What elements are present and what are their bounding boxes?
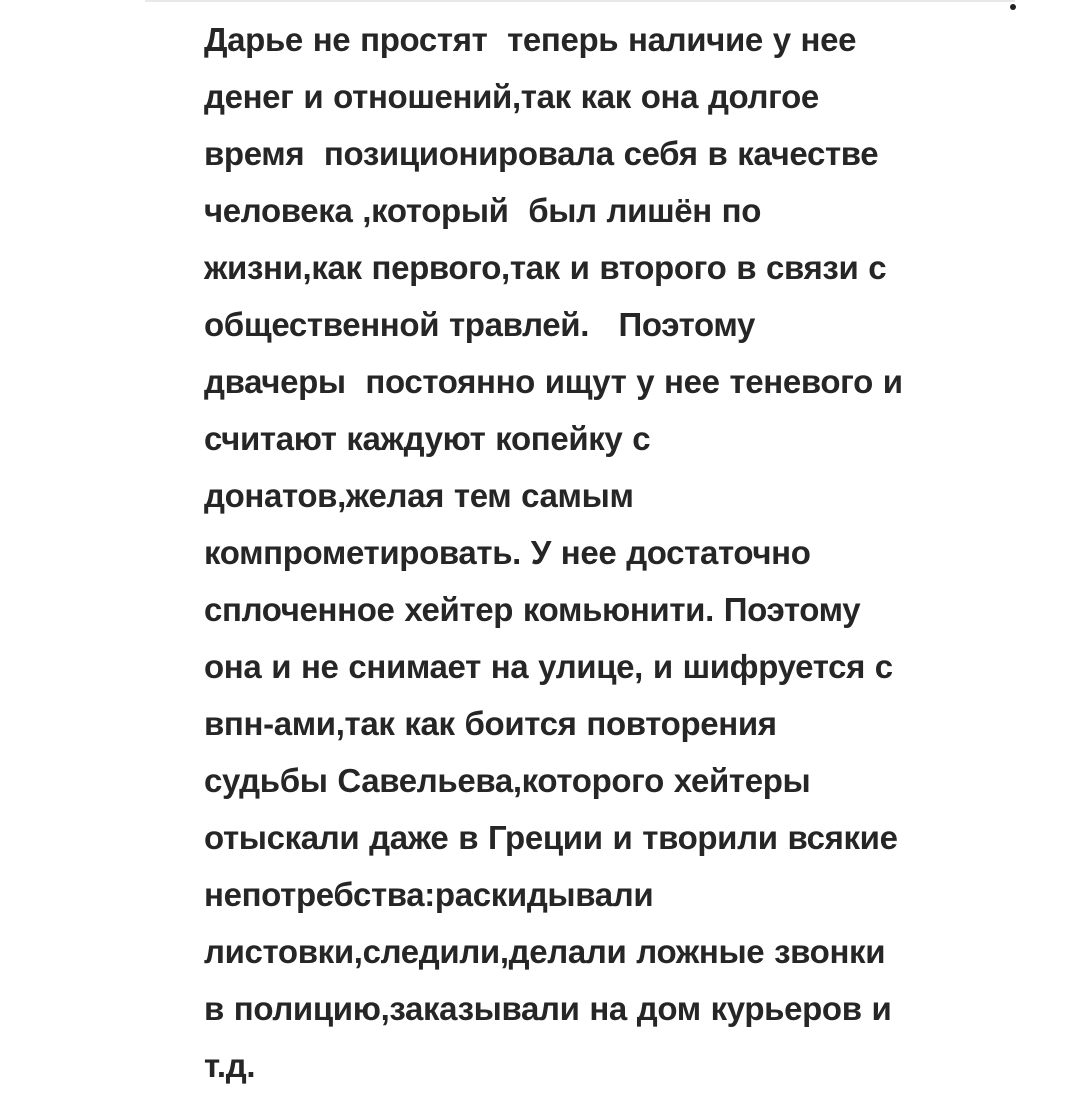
text-line: компрометировать. У нее достаточно <box>204 534 811 571</box>
text-line: т.д. <box>204 1047 256 1084</box>
text-line: время позиционировала себя в качестве <box>204 135 879 172</box>
text-line: отыскали даже в Греции и творили всякие <box>204 819 898 856</box>
text-line: листовки,следили,делали ложные звонки <box>204 933 886 970</box>
post-text <box>204 11 1044 1094</box>
text-line: впн-ами,так как боится повторения <box>204 705 777 742</box>
corner-dot <box>1010 4 1016 10</box>
text-line: человека ,который был лишён по <box>204 192 762 229</box>
text-line: общественной травлей. Поэтому <box>204 306 756 343</box>
text-line: сплоченное хейтер комьюнити. Поэтому <box>204 591 861 628</box>
text-line: в полицию,заказывали на дом курьеров и <box>204 990 892 1027</box>
text-line: считают каждуют копейку с <box>204 420 651 457</box>
text-line: она и не снимает на улице, и шифруется с <box>204 648 893 685</box>
text-line: донатов,желая тем самым <box>204 477 634 514</box>
text-line: двачеры постоянно ищут у нее теневого и <box>204 363 903 400</box>
text-line: жизни,как первого,так и второго в связи с <box>204 249 887 286</box>
text-line: денег и отношений,так как она долгое <box>204 78 819 115</box>
text-line: непотребства:раскидывали <box>204 876 654 913</box>
text-line: судьбы Савельева,которого хейтеры <box>204 762 811 799</box>
top-divider <box>145 0 1015 2</box>
text-line: Дарье не простят теперь наличие у нее <box>204 21 857 58</box>
